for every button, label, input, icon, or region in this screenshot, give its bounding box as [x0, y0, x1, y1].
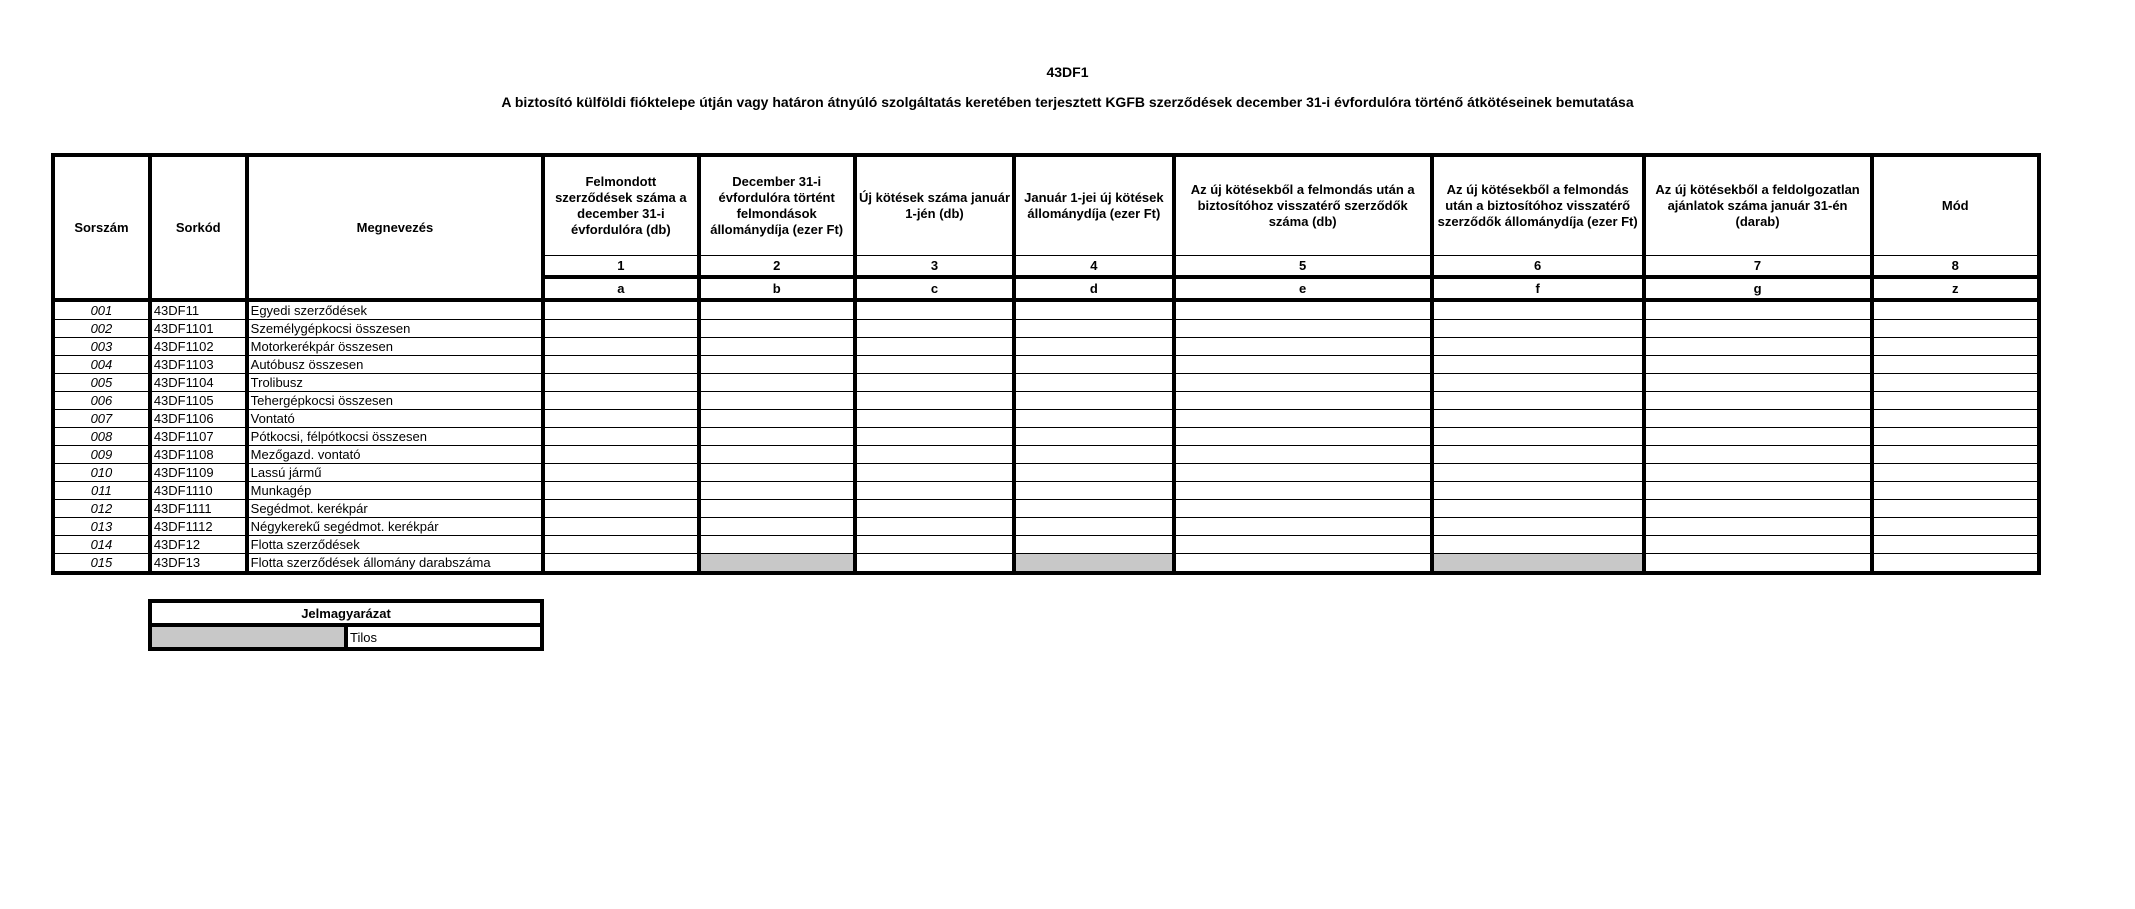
- data-cell[interactable]: [1872, 374, 2039, 392]
- data-cell[interactable]: [1872, 446, 2039, 464]
- data-cell[interactable]: [1872, 338, 2039, 356]
- form-title: A biztosító külföldi fióktelepe útján vagy határon átnyúló szolgáltatás keretében terjesztett KGFB szerződések december 31-i évfordulóra történő átkötéseinek bemutatása: [501, 94, 1634, 110]
- col-number-2: 2: [699, 256, 855, 278]
- row-sorszam: 006: [53, 392, 150, 410]
- row-sorszam: 015: [53, 554, 150, 574]
- data-cell[interactable]: [543, 300, 698, 320]
- row-megnevezes: Motorkerékpár összesen: [247, 338, 544, 356]
- data-cell[interactable]: [543, 518, 698, 536]
- col-number-1: 1: [543, 256, 698, 278]
- col-letter-4: d: [1014, 277, 1173, 300]
- data-cell[interactable]: [699, 338, 855, 356]
- data-cell[interactable]: [1872, 392, 2039, 410]
- data-cell[interactable]: [1644, 338, 1872, 356]
- data-cell[interactable]: [1644, 518, 1872, 536]
- row-sorszam: 013: [53, 518, 150, 536]
- row-sorszam: 009: [53, 446, 150, 464]
- data-cell[interactable]: [1174, 518, 1432, 536]
- data-cell[interactable]: [855, 554, 1014, 574]
- data-cell[interactable]: [1014, 446, 1173, 464]
- header-col-4: Január 1-jei új kötések állománydíja (ezer Ft): [1014, 155, 1173, 256]
- row-sorszam: 010: [53, 464, 150, 482]
- forbidden-cell: [1432, 554, 1644, 574]
- row-sorszam: 008: [53, 428, 150, 446]
- data-cell[interactable]: [1432, 410, 1644, 428]
- data-cell[interactable]: [1432, 536, 1644, 554]
- data-cell[interactable]: [1174, 374, 1432, 392]
- data-cell[interactable]: [1872, 518, 2039, 536]
- data-cell[interactable]: [1644, 300, 1872, 320]
- data-cell[interactable]: [855, 410, 1014, 428]
- table-row: [53, 536, 2039, 554]
- row-sorkod: 43DF11: [150, 300, 247, 320]
- data-cell[interactable]: [543, 374, 698, 392]
- row-megnevezes: Vontató: [247, 410, 544, 428]
- row-megnevezes: Pótkocsi, félpótkocsi összesen: [247, 428, 544, 446]
- data-cell[interactable]: [855, 320, 1014, 338]
- row-sorkod: 43DF1101: [150, 320, 247, 338]
- data-cell[interactable]: [1432, 356, 1644, 374]
- row-sorkod: 43DF1110: [150, 482, 247, 500]
- data-cell[interactable]: [1174, 356, 1432, 374]
- row-megnevezes: Trolibusz: [247, 374, 544, 392]
- row-megnevezes: Négykerekű segédmot. kerékpár: [247, 518, 544, 536]
- header-megnevezes: Megnevezés: [247, 155, 544, 300]
- data-cell[interactable]: [699, 536, 855, 554]
- data-cell[interactable]: [1644, 374, 1872, 392]
- data-cell[interactable]: [1872, 320, 2039, 338]
- data-cell[interactable]: [543, 536, 698, 554]
- data-cell[interactable]: [1432, 320, 1644, 338]
- table-row: [53, 300, 2039, 320]
- data-cell[interactable]: [855, 374, 1014, 392]
- data-cell[interactable]: [1174, 446, 1432, 464]
- data-cell[interactable]: [1432, 338, 1644, 356]
- col-letter-7: g: [1644, 277, 1872, 300]
- row-sorszam: 005: [53, 374, 150, 392]
- legend-table: [148, 599, 544, 651]
- header-sorkod: Sorkód: [150, 155, 247, 300]
- row-sorkod: 43DF1111: [150, 500, 247, 518]
- data-cell[interactable]: [1174, 482, 1432, 500]
- row-megnevezes: Egyedi szerződések: [247, 300, 544, 320]
- data-cell[interactable]: [1014, 320, 1173, 338]
- col-number-3: 3: [855, 256, 1014, 278]
- data-cell[interactable]: [543, 554, 698, 574]
- col-number-4: 4: [1014, 256, 1173, 278]
- data-cell[interactable]: [1174, 536, 1432, 554]
- row-megnevezes: Segédmot. kerékpár: [247, 500, 544, 518]
- header-col-5: Az új kötésekből a felmondás után a biztosítóhoz visszatérő szerződők száma (db): [1174, 155, 1432, 256]
- data-cell[interactable]: [1644, 482, 1872, 500]
- data-cell[interactable]: [1014, 338, 1173, 356]
- data-cell[interactable]: [543, 392, 698, 410]
- forbidden-cell: [699, 554, 855, 574]
- data-cell[interactable]: [1014, 500, 1173, 518]
- data-cell[interactable]: [1174, 320, 1432, 338]
- header-col-2: December 31-i évfordulóra történt felmondások állománydíja (ezer Ft): [699, 155, 855, 256]
- col-number-6: 6: [1432, 256, 1644, 278]
- data-cell[interactable]: [543, 500, 698, 518]
- data-cell[interactable]: [1174, 500, 1432, 518]
- data-cell[interactable]: [1014, 410, 1173, 428]
- row-sorkod: 43DF1105: [150, 392, 247, 410]
- data-cell[interactable]: [1644, 320, 1872, 338]
- table-row: [53, 464, 2039, 482]
- data-cell[interactable]: [699, 482, 855, 500]
- data-cell[interactable]: [855, 338, 1014, 356]
- report-table: [51, 153, 2041, 575]
- row-megnevezes: Lassú jármű: [247, 464, 544, 482]
- legend-swatch-forbidden: [150, 625, 346, 649]
- data-cell[interactable]: [1432, 518, 1644, 536]
- header-sorszam: Sorszám: [53, 155, 150, 300]
- data-cell[interactable]: [855, 428, 1014, 446]
- row-sorszam: 012: [53, 500, 150, 518]
- table-row: [53, 356, 2039, 374]
- data-cell[interactable]: [543, 428, 698, 446]
- header-col-1: Felmondott szerződések száma a december 31-i évfordulóra (db): [543, 155, 698, 256]
- data-cell[interactable]: [1174, 410, 1432, 428]
- header-col-3: Új kötések száma január 1-jén (db): [855, 155, 1014, 256]
- col-letter-5: e: [1174, 277, 1432, 300]
- data-cell[interactable]: [1432, 464, 1644, 482]
- data-cell[interactable]: [1872, 356, 2039, 374]
- data-cell[interactable]: [1174, 338, 1432, 356]
- data-cell[interactable]: [1014, 300, 1173, 320]
- data-cell[interactable]: [699, 410, 855, 428]
- data-cell[interactable]: [1872, 482, 2039, 500]
- data-cell[interactable]: [1014, 464, 1173, 482]
- col-number-8: 8: [1872, 256, 2039, 278]
- data-cell[interactable]: [543, 338, 698, 356]
- data-cell[interactable]: [1432, 300, 1644, 320]
- forbidden-cell: [1014, 554, 1173, 574]
- row-sorkod: 43DF1106: [150, 410, 247, 428]
- data-cell[interactable]: [1644, 428, 1872, 446]
- data-cell[interactable]: [699, 374, 855, 392]
- data-cell[interactable]: [699, 446, 855, 464]
- table-row: [53, 554, 2039, 574]
- col-number-5: 5: [1174, 256, 1432, 278]
- data-cell[interactable]: [855, 464, 1014, 482]
- row-sorszam: 007: [53, 410, 150, 428]
- data-cell[interactable]: [855, 356, 1014, 374]
- header-col-7: Az új kötésekből a feldolgozatlan ajánlatok száma január 31-én (darab): [1644, 155, 1872, 256]
- data-cell[interactable]: [1014, 392, 1173, 410]
- row-sorkod: 43DF1107: [150, 428, 247, 446]
- data-cell[interactable]: [1014, 536, 1173, 554]
- data-cell[interactable]: [1644, 392, 1872, 410]
- data-cell[interactable]: [543, 482, 698, 500]
- data-cell[interactable]: [543, 464, 698, 482]
- row-sorszam: 003: [53, 338, 150, 356]
- row-sorszam: 014: [53, 536, 150, 554]
- row-sorkod: 43DF12: [150, 536, 247, 554]
- table-row: [53, 428, 2039, 446]
- data-cell[interactable]: [1872, 464, 2039, 482]
- row-sorszam: 002: [53, 320, 150, 338]
- data-cell[interactable]: [1432, 392, 1644, 410]
- data-cell[interactable]: [1014, 356, 1173, 374]
- row-sorkod: 43DF13: [150, 554, 247, 574]
- row-megnevezes: Flotta szerződések állomány darabszáma: [247, 554, 544, 574]
- data-cell[interactable]: [1872, 410, 2039, 428]
- legend-title: Jelmagyarázat: [150, 601, 542, 625]
- data-cell[interactable]: [1644, 410, 1872, 428]
- row-sorkod: 43DF1102: [150, 338, 247, 356]
- data-cell[interactable]: [1014, 428, 1173, 446]
- table-row: [53, 482, 2039, 500]
- row-sorkod: 43DF1108: [150, 446, 247, 464]
- table-row: [53, 338, 2039, 356]
- col-number-7: 7: [1644, 256, 1872, 278]
- data-cell[interactable]: [1174, 300, 1432, 320]
- data-cell[interactable]: [699, 300, 855, 320]
- row-megnevezes: Tehergépkocsi összesen: [247, 392, 544, 410]
- data-cell[interactable]: [1644, 356, 1872, 374]
- col-letter-3: c: [855, 277, 1014, 300]
- data-cell[interactable]: [699, 464, 855, 482]
- data-cell[interactable]: [1644, 554, 1872, 574]
- table-row: [53, 374, 2039, 392]
- data-cell[interactable]: [699, 428, 855, 446]
- data-cell[interactable]: [855, 446, 1014, 464]
- table-row: [53, 320, 2039, 338]
- data-cell[interactable]: [699, 320, 855, 338]
- data-cell[interactable]: [1432, 446, 1644, 464]
- row-megnevezes: Munkagép: [247, 482, 544, 500]
- data-cell[interactable]: [1872, 300, 2039, 320]
- legend-label-forbidden: Tilos: [346, 625, 542, 649]
- row-sorkod: 43DF1112: [150, 518, 247, 536]
- data-cell[interactable]: [1174, 392, 1432, 410]
- row-megnevezes: Személygépkocsi összesen: [247, 320, 544, 338]
- data-cell[interactable]: [1644, 446, 1872, 464]
- data-cell[interactable]: [855, 392, 1014, 410]
- table-row: [53, 410, 2039, 428]
- table-row: [53, 392, 2039, 410]
- data-cell[interactable]: [1014, 518, 1173, 536]
- col-letter-2: b: [699, 277, 855, 300]
- data-cell[interactable]: [1014, 374, 1173, 392]
- data-cell[interactable]: [1872, 428, 2039, 446]
- data-cell[interactable]: [543, 410, 698, 428]
- row-sorszam: 004: [53, 356, 150, 374]
- data-cell[interactable]: [1432, 428, 1644, 446]
- row-sorszam: 001: [53, 300, 150, 320]
- data-cell[interactable]: [1174, 554, 1432, 574]
- data-cell[interactable]: [1432, 374, 1644, 392]
- data-cell[interactable]: [1174, 428, 1432, 446]
- data-cell[interactable]: [699, 392, 855, 410]
- row-megnevezes: Mezőgazd. vontató: [247, 446, 544, 464]
- data-cell[interactable]: [1644, 536, 1872, 554]
- data-cell[interactable]: [543, 320, 698, 338]
- data-cell[interactable]: [1174, 464, 1432, 482]
- header-col-8: Mód: [1872, 155, 2039, 256]
- data-cell[interactable]: [855, 482, 1014, 500]
- header-col-6: Az új kötésekből a felmondás után a biztosítóhoz visszatérő szerződők állománydíja (ezer Ft): [1432, 155, 1644, 256]
- data-cell[interactable]: [1872, 536, 2039, 554]
- data-cell[interactable]: [1432, 482, 1644, 500]
- table-row: [53, 518, 2039, 536]
- col-letter-6: f: [1432, 277, 1644, 300]
- row-megnevezes: Autóbusz összesen: [247, 356, 544, 374]
- row-sorkod: 43DF1103: [150, 356, 247, 374]
- data-cell[interactable]: [699, 356, 855, 374]
- data-cell[interactable]: [543, 356, 698, 374]
- form-code: 43DF1: [1046, 64, 1089, 80]
- data-cell[interactable]: [1872, 554, 2039, 574]
- row-megnevezes: Flotta szerződések: [247, 536, 544, 554]
- data-cell[interactable]: [699, 518, 855, 536]
- row-sorkod: 43DF1104: [150, 374, 247, 392]
- col-letter-1: a: [543, 277, 698, 300]
- data-cell[interactable]: [855, 518, 1014, 536]
- data-cell[interactable]: [855, 500, 1014, 518]
- row-sorkod: 43DF1109: [150, 464, 247, 482]
- table-row: [53, 446, 2039, 464]
- data-cell[interactable]: [1014, 482, 1173, 500]
- table-row: [53, 500, 2039, 518]
- data-cell[interactable]: [1644, 464, 1872, 482]
- data-cell[interactable]: [543, 446, 698, 464]
- data-cell[interactable]: [1644, 500, 1872, 518]
- data-cell[interactable]: [699, 500, 855, 518]
- col-letter-8: z: [1872, 277, 2039, 300]
- data-cell[interactable]: [1432, 500, 1644, 518]
- row-sorszam: 011: [53, 482, 150, 500]
- data-cell[interactable]: [1872, 500, 2039, 518]
- data-cell[interactable]: [855, 536, 1014, 554]
- data-cell[interactable]: [855, 300, 1014, 320]
